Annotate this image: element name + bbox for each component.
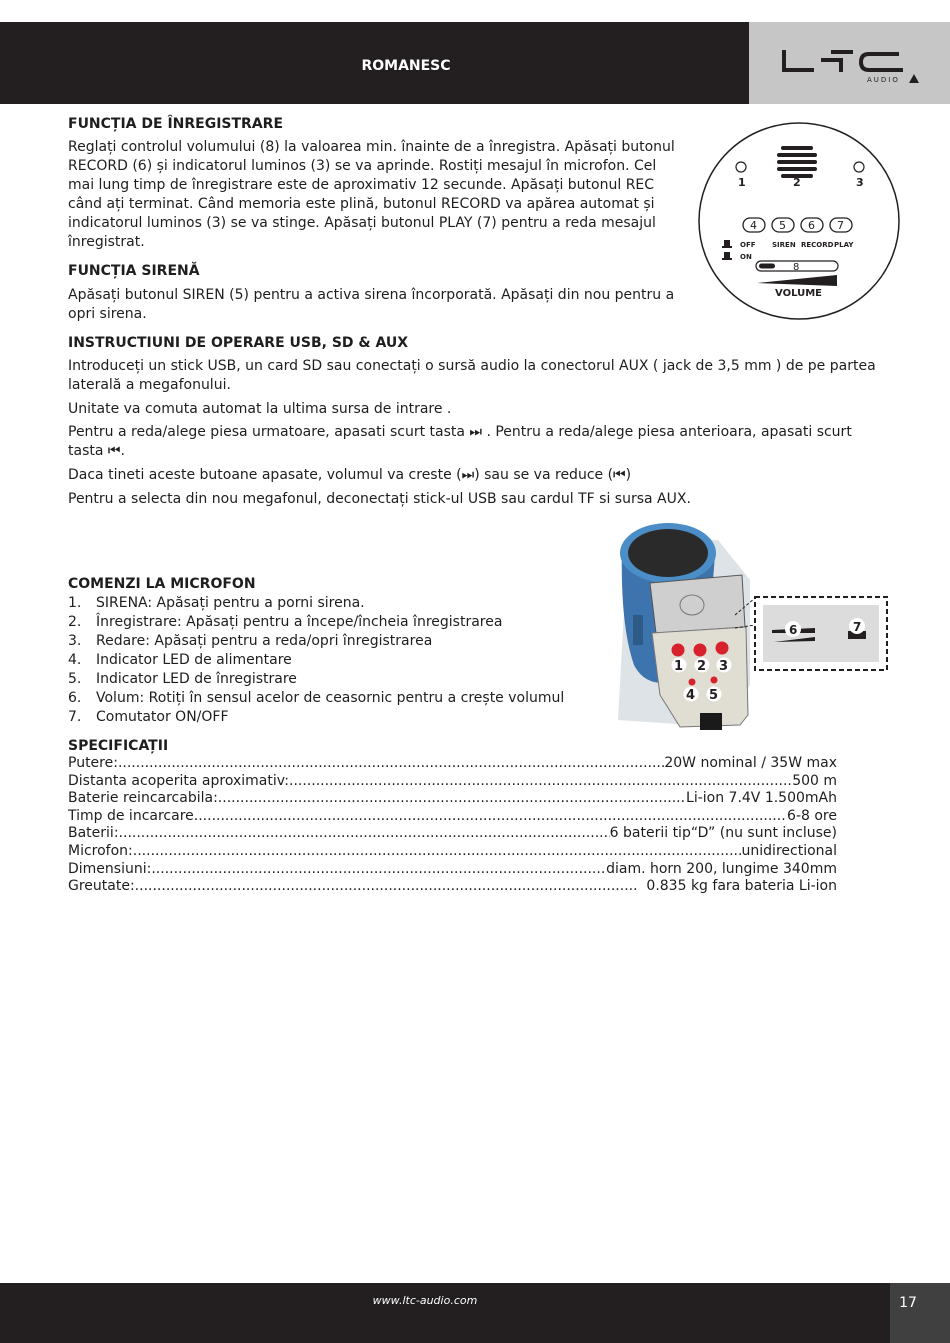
svg-text:ON: ON bbox=[740, 253, 752, 261]
list-item: 4. Indicator LED de alimentare bbox=[68, 652, 292, 668]
text-line: când ați terminat. Când memoria este plină, butonul RECORD va apărea automat și bbox=[68, 196, 655, 212]
footer-url[interactable]: www.ltc-audio.com bbox=[372, 1294, 478, 1307]
usb-hold-text: Daca tineti aceste butoane apasate, volumul va creste (⏭) sau se va reduce (⏮) bbox=[68, 467, 632, 483]
svg-text:VOLUME: VOLUME bbox=[775, 288, 822, 299]
recording-paragraph bbox=[68, 138, 675, 252]
mic-controls-list bbox=[68, 594, 564, 727]
svg-text:7: 7 bbox=[837, 219, 844, 232]
svg-text:PLAY: PLAY bbox=[834, 241, 854, 249]
section-title-specs: SPECIFICAȚII bbox=[68, 738, 169, 754]
usb-auto-text: Unitate va comuta automat la ultima sursa de intrare . bbox=[68, 401, 452, 417]
usb-next-paragraph bbox=[68, 423, 852, 461]
svg-text:2: 2 bbox=[793, 176, 801, 189]
svg-text:3: 3 bbox=[856, 176, 864, 189]
microphone-figure bbox=[600, 515, 895, 730]
usb-reselect-text: Pentru a selecta din nou megafonul, deconectați stick-ul USB sau cardul TF si sursa AUX. bbox=[68, 491, 691, 507]
power-led-icon bbox=[689, 679, 696, 686]
text-line: opri sirena. bbox=[68, 306, 147, 322]
text-line: Pentru a reda/alege piesa urmatoare, apasati scurt tasta ⏭ . Pentru a reda/alege piesa anterioara, apasati scurt bbox=[68, 424, 852, 440]
text-line: Apăsați butonul SIREN (5) pentru a activa sirena încorporată. Apăsați din nou pentru a bbox=[68, 287, 675, 303]
section-title-mic: COMENZI LA MICROFON bbox=[68, 576, 256, 592]
usb-paragraph bbox=[68, 357, 876, 395]
siren-button-icon bbox=[672, 644, 685, 657]
led-icon bbox=[854, 162, 864, 172]
play-button-icon bbox=[716, 642, 729, 655]
text-line: RECORD (6) și indicatorul luminos (3) se va aprinde. Rostiți mesajul în microfon. Cel bbox=[68, 158, 657, 174]
spec-row: Distanta acoperita aproximativ: ..... 500 m bbox=[68, 773, 837, 791]
svg-text:6: 6 bbox=[808, 219, 815, 232]
svg-text:2: 2 bbox=[697, 659, 707, 674]
section-title-siren: FUNCȚIA SIRENĂ bbox=[68, 263, 200, 279]
spec-row: Greutate: ..... 0.835 kg fara bateria Li-ion bbox=[68, 878, 837, 896]
list-item: 7. Comutator ON/OFF bbox=[68, 709, 229, 725]
svg-text:6: 6 bbox=[789, 623, 798, 637]
list-item: 6. Volum: Rotiți în sensul acelor de ceasornic pentru a crește volumul bbox=[68, 690, 565, 706]
specs-table bbox=[68, 755, 837, 896]
control-panel-diagram bbox=[697, 118, 902, 328]
svg-text:RECORD: RECORD bbox=[801, 241, 834, 249]
svg-text:3: 3 bbox=[719, 659, 729, 674]
svg-text:4: 4 bbox=[686, 688, 696, 703]
switch-icon bbox=[724, 240, 730, 246]
svg-text:8: 8 bbox=[793, 262, 800, 273]
list-item: 1. SIRENA: Apăsați pentru a porni sirena. bbox=[68, 595, 365, 611]
section-title-usb: INSTRUCTIUNI DE OPERARE USB, SD & AUX bbox=[68, 335, 409, 351]
spec-row: Putere: ..... 20W nominal / 35W max bbox=[68, 755, 837, 773]
svg-text:AUDIO: AUDIO bbox=[867, 76, 900, 84]
spec-row: Timp de incarcare ..... 6-8 ore bbox=[68, 808, 837, 826]
list-item: 5. Indicator LED de înregistrare bbox=[68, 671, 297, 687]
spec-row: Baterie reincarcabila: ..... Li-ion 7.4V 1.500mAh bbox=[68, 790, 837, 808]
ltc-logo-icon bbox=[749, 22, 950, 104]
spec-row: Microfon: ..... unidirectional bbox=[68, 843, 837, 861]
svg-text:7: 7 bbox=[853, 620, 862, 634]
record-led-icon bbox=[711, 677, 718, 684]
text-line: Reglați controlul volumului (8) la valoarea min. înainte de a înregistra. Apăsați butonul bbox=[68, 139, 675, 155]
text-line: laterală a megafonului. bbox=[68, 377, 231, 393]
list-item: 2. Înregistrare: Apăsați pentru a începe/încheia înregistrarea bbox=[68, 614, 503, 630]
svg-text:4: 4 bbox=[750, 219, 757, 232]
text-line: mai lung timp de înregistrare este de aproximativ 12 secunde. Apăsați butonul REC bbox=[68, 177, 655, 193]
text-line: indicatorul luminos (3) se va stinge. Apăsați butonul PLAY (7) pentru a reda mesajul bbox=[68, 215, 656, 231]
page-number: 17 bbox=[899, 1295, 917, 1311]
header-title: ROMANESC bbox=[361, 58, 451, 74]
svg-text:5: 5 bbox=[709, 688, 719, 703]
list-item: 3. Redare: Apăsați pentru a reda/opri înregistrarea bbox=[68, 633, 433, 649]
text-line: Introduceți un stick USB, un card SD sau conectați o sursă audio la conectorul AUX ( jack de 3,5 mm ) de pe partea bbox=[68, 358, 876, 374]
siren-paragraph bbox=[68, 286, 674, 324]
svg-text:1: 1 bbox=[674, 659, 684, 674]
spec-row: Baterii: ..... 6 baterii tip“D” (nu sunt incluse) bbox=[68, 825, 837, 843]
text-line: tasta ⏮. bbox=[68, 443, 125, 459]
record-button-icon bbox=[694, 644, 707, 657]
footer-bar bbox=[0, 1283, 890, 1343]
svg-text:SIREN: SIREN bbox=[772, 241, 796, 249]
led-icon bbox=[736, 162, 746, 172]
svg-text:5: 5 bbox=[779, 219, 786, 232]
section-title-recording: FUNCȚIA DE ÎNREGISTRARE bbox=[68, 116, 284, 132]
svg-text:1: 1 bbox=[738, 176, 746, 189]
logo bbox=[749, 22, 950, 104]
spec-row: Dimensiuni: ..... diam. horn 200, lungime 340mm bbox=[68, 861, 837, 879]
page-number-box bbox=[890, 1283, 950, 1343]
text-line: înregistrat. bbox=[68, 234, 145, 250]
svg-text:OFF: OFF bbox=[740, 241, 756, 249]
